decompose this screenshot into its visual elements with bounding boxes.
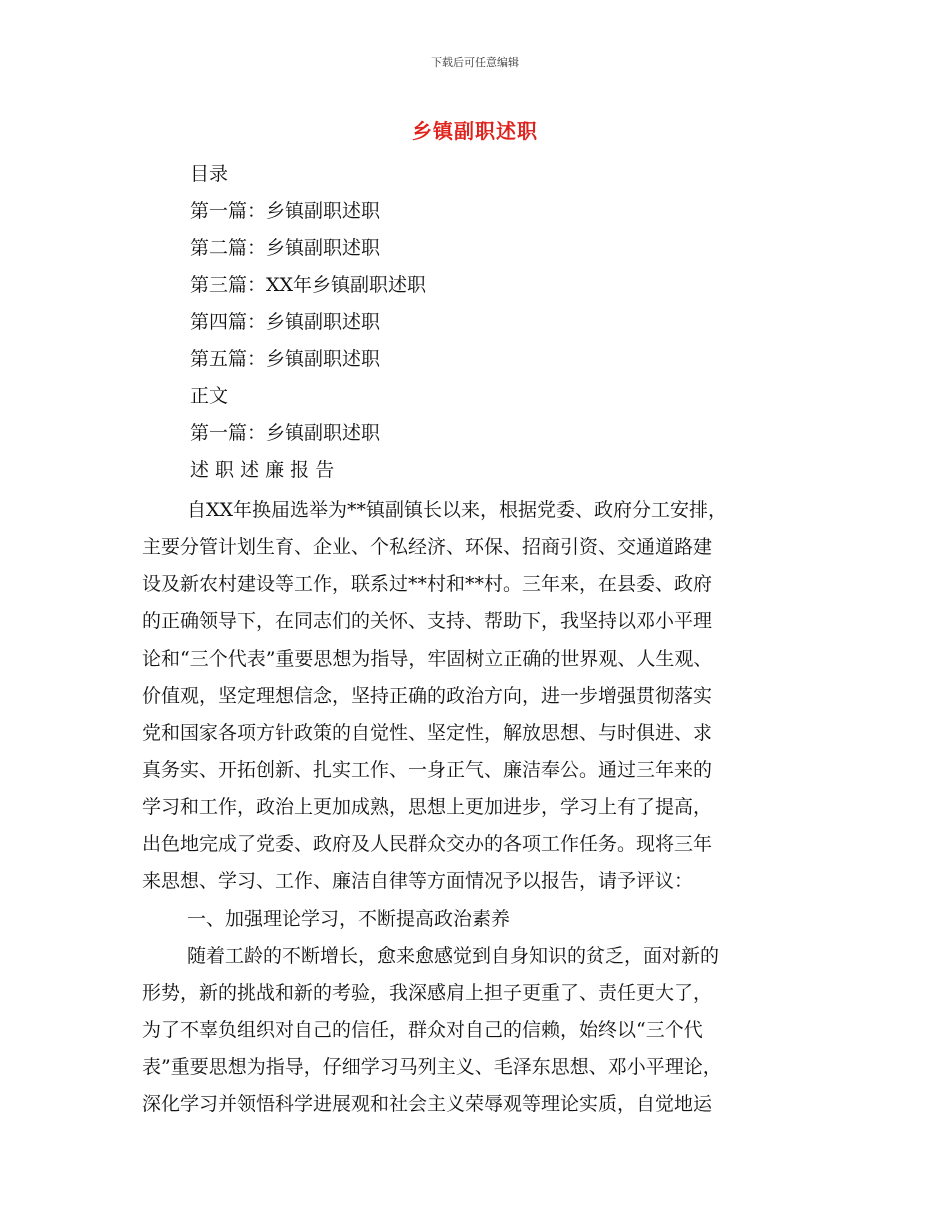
paragraph-line: 表”重要思想为指导，仔细学习马列主义、毛泽东思想、邓小平理论， — [142, 1056, 722, 1079]
paragraph-line: 论和“三个代表”重要思想为指导，牢固树立正确的世界观、人生观、 — [142, 647, 713, 670]
paragraph-line: 党和国家各项方针政策的自觉性、坚定性，解放思想、与时俱进、求 — [142, 721, 713, 744]
paragraph-line: 真务实、开拓创新、扎实工作、一身正气、廉洁奉公。通过三年来的 — [142, 758, 713, 781]
toc-item: 第三篇：XX年乡镇副职述职 — [190, 274, 427, 296]
header-note: 下载后可任意编辑 — [431, 56, 519, 69]
chapter-title: 第一篇：乡镇副职述职 — [190, 422, 381, 444]
toc-heading: 目录 — [190, 163, 229, 185]
paragraph-line: 形势，新的挑战和新的考验，我深感肩上担子更重了、责任更大了， — [142, 981, 713, 1004]
paragraph-line: 的正确领导下，在同志们的关怀、支持、帮助下，我坚持以邓小平理 — [142, 610, 713, 633]
toc-item: 第二篇：乡镇副职述职 — [190, 237, 381, 259]
section-heading: 一、加强理论学习，不断提高政治素养 — [187, 907, 511, 930]
paragraph-line: 深化学习并领悟科学进展观和社会主义荣辱观等理论实质，自觉地运 — [142, 1093, 713, 1116]
toc-item: 第五篇：乡镇副职述职 — [190, 348, 381, 370]
body-heading: 正文 — [190, 385, 229, 407]
paragraph-line: 为了不辜负组织对自己的信任，群众对自己的信赖，始终以“三个代 — [142, 1018, 703, 1041]
toc-item: 第一篇：乡镇副职述职 — [190, 200, 381, 222]
report-body — [142, 492, 808, 1123]
paragraph-line: 价值观，坚定理想信念，坚持正确的政治方向，进一步增强贯彻落实 — [142, 684, 713, 707]
paragraph-line: 设及新农村建设等工作，联系过**村和**村。三年来，在县委、政府 — [142, 573, 713, 596]
toc-item: 第四篇：乡镇副职述职 — [190, 311, 381, 333]
paragraph-line: 学习和工作，政治上更加成熟，思想上更加进步，学习上有了提高， — [142, 796, 713, 819]
paragraph-line: 主要分管计划生育、企业、个私经济、环保、招商引资、交通道路建 — [142, 536, 713, 559]
paragraph-line: 自XX年换届选举为**镇副镇长以来，根据党委、政府分工安排， — [187, 499, 728, 521]
document-title: 乡镇副职述职 — [412, 119, 538, 143]
paragraph-line: 随着工龄的不断增长，愈来愈感觉到自身知识的贫乏，面对新的 — [187, 944, 720, 967]
paragraph-line: 来思想、学习、工作、廉洁自律等方面情况予以报告，请予评议： — [142, 870, 694, 893]
report-title: 述 职 述 廉 报 告 — [190, 459, 335, 481]
paragraph-line: 出色地完成了党委、政府及人民群众交办的各项工作任务。现将三年 — [142, 833, 713, 856]
